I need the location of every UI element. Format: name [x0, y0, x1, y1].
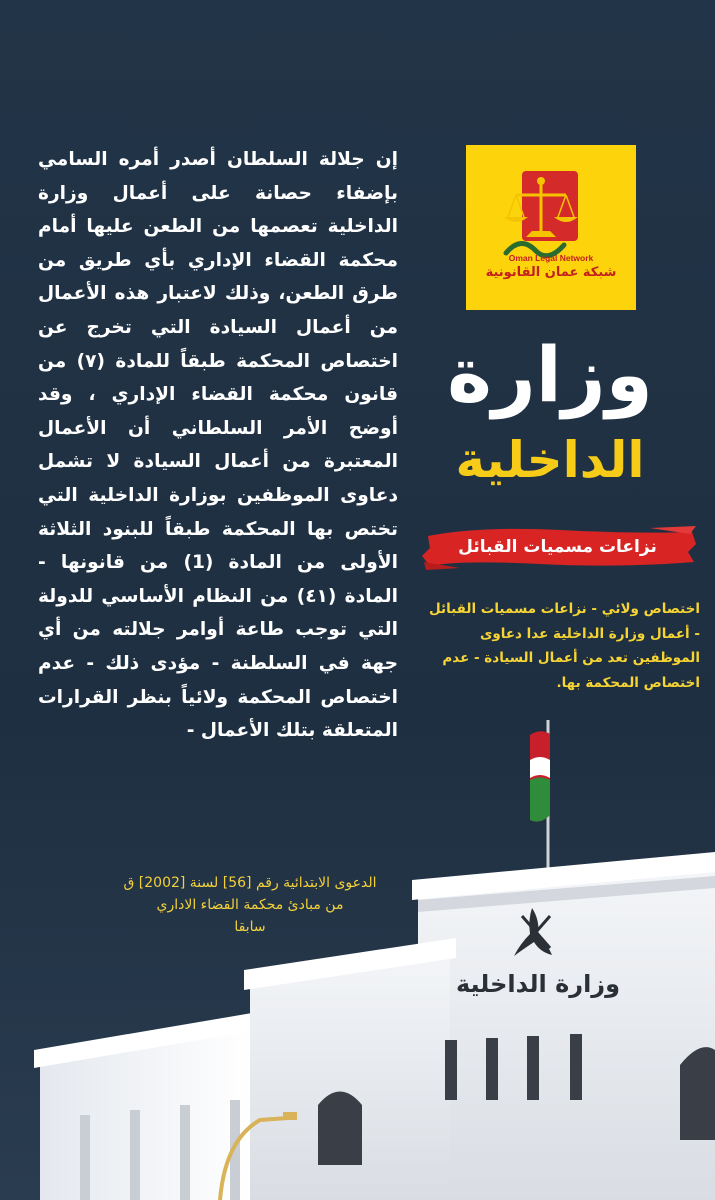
- building-window: [570, 1034, 582, 1100]
- ministry-title-line2: الداخلية: [455, 431, 645, 489]
- citation-line: الدعوى الابتدائية رقم [56] لسنة [2002] ق: [123, 875, 377, 891]
- topic-banner: [420, 522, 700, 572]
- banner-label: نزاعات مسميات القبائل: [458, 537, 657, 557]
- citation-line: سابقا: [234, 919, 266, 935]
- ministry-building-photo: [0, 720, 715, 1200]
- oman-legal-network-logo: [466, 145, 636, 310]
- scales-of-justice-icon: [486, 165, 596, 265]
- citation-line: من مبادئ محكمة القضاء الاداري: [156, 897, 344, 913]
- building-sign: وزارة الداخلية: [455, 970, 621, 998]
- building-window: [445, 1040, 457, 1100]
- arched-window: [318, 1092, 362, 1166]
- ruling-summary: اختصاص ولائي - نزاعات مسميات القبائل - أعمال وزارة الداخلية عدا دعاوى الموظفين تعد من أعمال السيادة - عدم اختصاص المحكمة بها.: [428, 601, 700, 691]
- oman-flag-icon: [530, 720, 550, 875]
- ruling-text: إن جلالة السلطان أصدر أمره السامي بإضفاء حصانة على أعمال وزارة الداخلية تعصمها من الطعن عليها أمام محكمة القضاء الإداري بأي طريق من طرق الطعن، وذلك لاعتبار هذه الأعمال من أعمال السيادة التي تخرج عن اختصاص المحكمة طبقاً للمادة (٧) من قانون محكمة القضاء الإداري ، وقد أوضح الأمر السلطاني أن الأعمال المعتبرة من أعمال السيادة لا تشمل دعاوى الموظفين بوزارة الداخلية التي تختص بها المحكمة طبقاً للبنود الثلاثة الأولى من المادة (1) من قانونها - المادة (٤١) من النظام الأساسي للدولة التي توجب طاعة أوامر جلالته من أي جهة في السلطنة - مؤدى ذلك - عدم اختصاص المحكمة ولائياً بنظر القرارات المتعلقة بتلك الأعمال -: [38, 149, 399, 742]
- arched-window: [680, 1047, 715, 1140]
- ministry-title-line1: وزارة: [447, 330, 653, 419]
- building-window: [527, 1036, 539, 1100]
- logo-arabic-name: شبكة عمان القانونية: [485, 265, 617, 280]
- building-illustration: [0, 720, 715, 1200]
- logo-english-name: Oman Legal Network: [508, 253, 594, 263]
- building-window: [486, 1038, 498, 1100]
